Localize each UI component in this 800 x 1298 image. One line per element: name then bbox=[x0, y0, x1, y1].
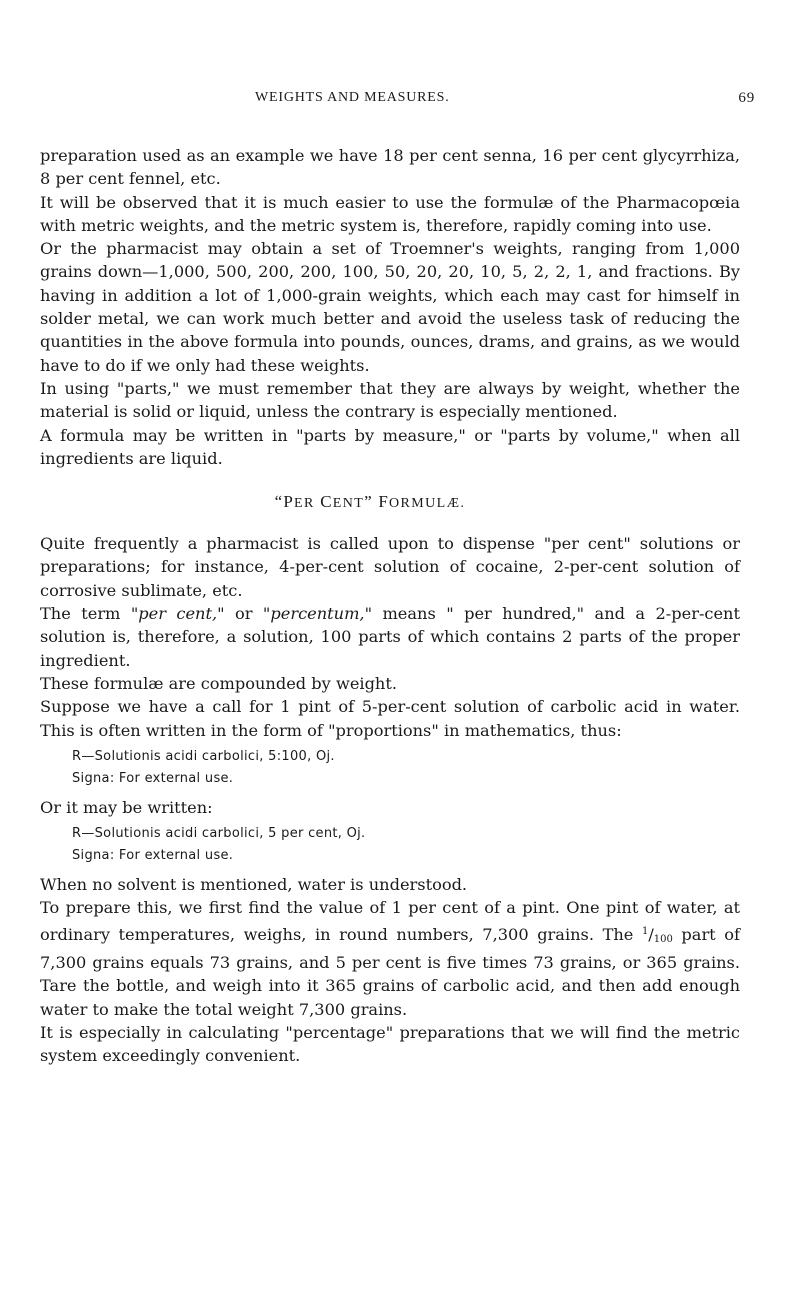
heading-initial: P bbox=[283, 492, 295, 512]
prescription-line: R—Solutionis acidi carbolici, 5:100, Oj. bbox=[72, 748, 335, 764]
heading-smallcaps: ENT bbox=[332, 496, 365, 512]
paragraph-term bbox=[40, 602, 740, 672]
italic-term: percentum, bbox=[270, 604, 365, 624]
heading-initial: F bbox=[378, 492, 390, 512]
heading-close-quote: ” bbox=[364, 492, 373, 512]
paragraph-parts-by-measure: A formula may be written in "parts by measure," or "parts by volume," when all ingredients are liquid. bbox=[40, 425, 740, 468]
paragraph-troemner-weights: Or the pharmacist may obtain a set of Troemner's weights, ranging from 1,000 grains down—1,000, 500, 200, 200, 100, 50, 20, 20, 10, 5, 2, 2, 1, and fractions. By having in addition a lot of 1,000-grain weights, which each may cast for himself in solder metal, we can work much better and avoid the useless task of reducing the quantities in the above formula into pounds, ounces, drams, and grains, as we would have to do if we only had these weights. bbox=[40, 239, 740, 375]
fraction: $^1/_{100}$ bbox=[641, 924, 673, 945]
page-body bbox=[40, 144, 740, 1068]
heading-initial: C bbox=[320, 492, 333, 512]
text-run: " means " per hundred," and a 2-per-cent solution is, therefore, a solution, 100 parts of which contains 2 parts of the proper ingredient. bbox=[40, 604, 740, 670]
paragraph-pharmacopoeia: It will be observed that it is much easier to use the formulæ of the Pharmacopœia with metric weights, and the metric system is, therefore, rapidly coming into use. bbox=[40, 192, 740, 235]
section-heading bbox=[40, 492, 740, 512]
running-head bbox=[40, 90, 755, 110]
fraction-numerator: 1 bbox=[641, 925, 649, 937]
italic-term: per cent, bbox=[138, 604, 218, 624]
paragraph-or-written: Or it may be written: bbox=[40, 797, 213, 817]
prescription-line: R—Solutionis acidi carbolici, 5 per cent, Oj. bbox=[72, 826, 366, 842]
heading-smallcaps: ER bbox=[294, 496, 315, 512]
paragraph-compounded: These formulæ are compounded by weight. bbox=[40, 673, 398, 693]
heading-smallcaps: ORMULÆ. bbox=[389, 496, 466, 512]
paragraph-continuation: preparation used as an example we have 18 per cent senna, 16 per cent glycyrrhiza, 8 per cent fennel, etc. bbox=[40, 146, 740, 189]
heading-open-quote: “ bbox=[274, 492, 284, 512]
paragraph-percentage: It is especially in calculating "percentage" preparations that we will find the metric system exceedingly convenient. bbox=[40, 1022, 740, 1066]
text-run: " or " bbox=[217, 604, 271, 624]
paragraph-suppose: Suppose we have a call for 1 pint of 5-per-cent solution of carbolic acid in water. This is often written in the form of "proportions" in mathematics, thus: bbox=[40, 697, 740, 740]
page-number: 69 bbox=[738, 90, 755, 106]
paragraph-solvent: When no solvent is mentioned, water is understood. bbox=[40, 875, 468, 895]
prescription-proportion bbox=[72, 746, 740, 790]
prescription-signa: Signa: For external use. bbox=[72, 770, 234, 786]
text-run: part of 7,300 grains equals 73 grains, and 5 per cent is five times 73 grains, or 365 grains. Tare the bottle, and weigh into it 365 grains of carbolic acid, and then add enough water to make the total weight 7,300 grains. bbox=[40, 924, 740, 1019]
paragraph-prepare bbox=[40, 896, 740, 1020]
text-run: To prepare this, we first find the value of 1 per cent of a pint. One pint of water, at ordinary temperatures, weighs, in round numbers, 7,300 grains. The bbox=[40, 898, 740, 944]
paragraph-per-cent-solutions: Quite frequently a pharmacist is called upon to dispense "per cent" solutions or preparations; for instance, 4-per-cent solution of cocaine, 2-per-cent solution of corrosive sublimate, etc. bbox=[40, 534, 740, 600]
prescription-per-cent bbox=[72, 823, 740, 867]
running-head-title: WEIGHTS AND MEASURES. bbox=[255, 90, 450, 105]
fraction-denominator: 100 bbox=[653, 933, 673, 945]
text-run: The term " bbox=[40, 604, 139, 624]
paragraph-parts: In using "parts," we must remember that they are always by weight, whether the material is solid or liquid, unless the contrary is especially mentioned. bbox=[40, 378, 740, 422]
prescription-signa: Signa: For external use. bbox=[72, 848, 234, 864]
